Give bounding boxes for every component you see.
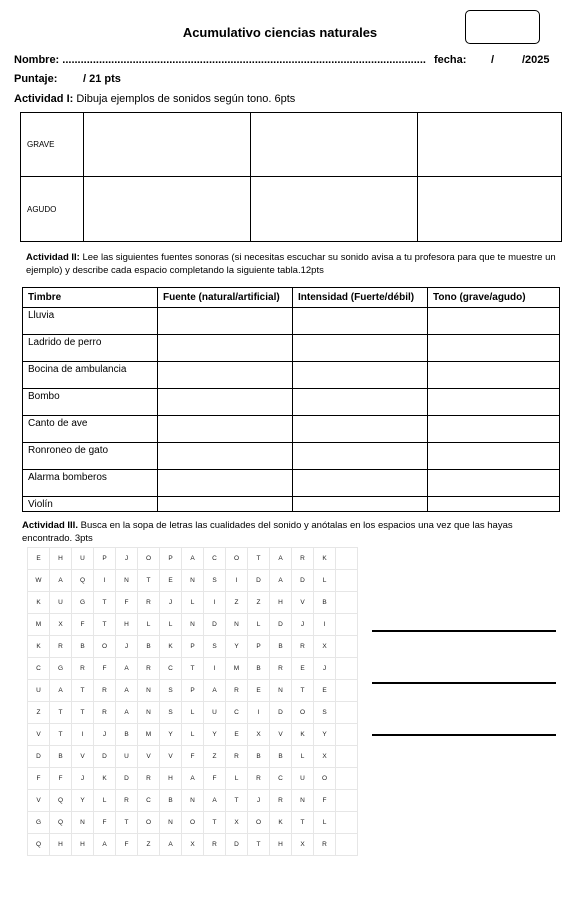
letter-cell[interactable]: V bbox=[28, 790, 50, 812]
answer-cell bbox=[158, 362, 293, 389]
letter-cell bbox=[336, 680, 358, 702]
letter-cell[interactable]: H bbox=[270, 592, 292, 614]
letter-cell[interactable]: C bbox=[204, 548, 226, 570]
letter-cell[interactable]: T bbox=[182, 658, 204, 680]
letter-cell[interactable]: O bbox=[226, 548, 248, 570]
letter-cell[interactable]: F bbox=[94, 658, 116, 680]
letter-cell[interactable]: I bbox=[204, 658, 226, 680]
letter-cell[interactable]: D bbox=[270, 702, 292, 724]
drawing-cell bbox=[418, 113, 562, 177]
letter-cell[interactable]: Q bbox=[28, 834, 50, 856]
letter-cell[interactable]: R bbox=[94, 680, 116, 702]
letter-cell[interactable]: X bbox=[248, 724, 270, 746]
timbre-cell: Bombo bbox=[23, 389, 158, 416]
letter-cell[interactable]: R bbox=[292, 548, 314, 570]
letter-cell[interactable]: P bbox=[160, 548, 182, 570]
letter-cell[interactable]: O bbox=[94, 636, 116, 658]
letter-cell[interactable]: R bbox=[204, 834, 226, 856]
letter-cell[interactable]: K bbox=[160, 636, 182, 658]
answer-line[interactable] bbox=[372, 630, 556, 632]
timbre-cell: Violín bbox=[23, 497, 158, 512]
letter-cell[interactable]: N bbox=[116, 570, 138, 592]
letter-cell[interactable]: T bbox=[204, 812, 226, 834]
letter-cell bbox=[336, 592, 358, 614]
activity2-instructions bbox=[26, 251, 556, 277]
letter-cell[interactable]: J bbox=[116, 548, 138, 570]
letter-cell[interactable]: L bbox=[226, 768, 248, 790]
letter-cell[interactable]: D bbox=[270, 614, 292, 636]
activity1-text: Dibuja ejemplos de sonidos según tono. 6pts bbox=[73, 93, 296, 105]
drawing-cell bbox=[418, 177, 562, 242]
letter-cell[interactable]: Y bbox=[314, 724, 336, 746]
letter-cell bbox=[336, 746, 358, 768]
letter-cell[interactable]: L bbox=[160, 614, 182, 636]
letter-cell[interactable]: L bbox=[314, 812, 336, 834]
column-header: Tono (grave/agudo) bbox=[428, 288, 560, 308]
timbre-cell: Canto de ave bbox=[23, 416, 158, 443]
name-line: Nombre: ....................................................................................................................... bbox=[14, 54, 426, 66]
date-slash: / bbox=[491, 54, 495, 66]
letter-cell[interactable]: A bbox=[94, 834, 116, 856]
letter-cell[interactable]: R bbox=[226, 680, 248, 702]
letter-cell[interactable]: K bbox=[28, 592, 50, 614]
activity1-row-label: AGUDO bbox=[21, 177, 84, 242]
letter-cell[interactable]: J bbox=[292, 614, 314, 636]
letter-cell[interactable]: Z bbox=[28, 702, 50, 724]
date-label: fecha: bbox=[434, 54, 467, 66]
letter-cell bbox=[336, 702, 358, 724]
letter-cell[interactable]: A bbox=[160, 834, 182, 856]
column-header: Intensidad (Fuerte/débil) bbox=[293, 288, 428, 308]
letter-cell[interactable]: R bbox=[94, 702, 116, 724]
letter-cell[interactable]: J bbox=[116, 636, 138, 658]
letter-cell[interactable]: I bbox=[94, 570, 116, 592]
letter-cell[interactable]: W bbox=[28, 570, 50, 592]
letter-cell[interactable]: L bbox=[182, 724, 204, 746]
letter-cell[interactable]: M bbox=[28, 614, 50, 636]
letter-cell[interactable]: M bbox=[226, 658, 248, 680]
activity1-instructions bbox=[14, 93, 295, 105]
letter-cell[interactable]: N bbox=[138, 680, 160, 702]
letter-cell[interactable]: N bbox=[182, 570, 204, 592]
letter-cell[interactable]: F bbox=[116, 592, 138, 614]
letter-cell[interactable]: X bbox=[226, 812, 248, 834]
letter-cell[interactable]: D bbox=[248, 570, 270, 592]
letter-cell[interactable]: G bbox=[28, 812, 50, 834]
letter-cell[interactable]: U bbox=[292, 768, 314, 790]
letter-cell[interactable]: B bbox=[50, 746, 72, 768]
activity1-row-label: GRAVE bbox=[21, 113, 84, 177]
letter-cell[interactable]: V bbox=[72, 746, 94, 768]
letter-cell[interactable]: K bbox=[28, 636, 50, 658]
letter-cell[interactable]: K bbox=[94, 768, 116, 790]
letter-cell[interactable]: G bbox=[50, 658, 72, 680]
letter-cell[interactable]: C bbox=[270, 768, 292, 790]
letter-cell[interactable]: V bbox=[28, 724, 50, 746]
letter-cell bbox=[336, 614, 358, 636]
letter-cell[interactable]: T bbox=[292, 812, 314, 834]
activity3-text: Busca en la sopa de letras las cualidades del sonido y anótalas en los espacios una vez que las hayas encontrado. 3pts bbox=[22, 520, 513, 544]
answer-cell bbox=[158, 470, 293, 497]
letter-cell[interactable]: K bbox=[314, 548, 336, 570]
activity1-label: Actividad I: bbox=[14, 93, 74, 105]
letter-cell[interactable]: N bbox=[270, 680, 292, 702]
letter-cell[interactable]: F bbox=[182, 746, 204, 768]
letter-cell[interactable]: Q bbox=[50, 812, 72, 834]
grade-box bbox=[465, 10, 540, 44]
letter-cell[interactable]: A bbox=[204, 680, 226, 702]
letter-cell[interactable]: A bbox=[182, 548, 204, 570]
letter-cell[interactable]: N bbox=[226, 614, 248, 636]
answer-cell bbox=[158, 416, 293, 443]
letter-cell[interactable]: X bbox=[182, 834, 204, 856]
activity2-label: Actividad II: bbox=[26, 252, 80, 263]
drawing-cell bbox=[84, 113, 251, 177]
letter-cell[interactable]: F bbox=[314, 790, 336, 812]
letter-cell[interactable]: O bbox=[182, 812, 204, 834]
answer-cell bbox=[428, 308, 560, 335]
letter-cell[interactable]: U bbox=[116, 746, 138, 768]
letter-cell[interactable]: U bbox=[50, 592, 72, 614]
letter-cell[interactable]: Y bbox=[72, 790, 94, 812]
activity2-table bbox=[22, 287, 560, 512]
drawing-cell bbox=[251, 113, 418, 177]
answer-line[interactable] bbox=[372, 682, 556, 684]
letter-cell bbox=[336, 658, 358, 680]
letter-cell[interactable]: R bbox=[138, 658, 160, 680]
letter-cell[interactable]: O bbox=[248, 812, 270, 834]
letter-cell[interactable]: U bbox=[28, 680, 50, 702]
letter-cell[interactable]: N bbox=[292, 790, 314, 812]
letter-cell[interactable]: D bbox=[116, 768, 138, 790]
letter-cell[interactable]: Q bbox=[72, 570, 94, 592]
letter-cell[interactable]: X bbox=[314, 636, 336, 658]
letter-cell[interactable]: O bbox=[292, 702, 314, 724]
letter-cell[interactable]: B bbox=[160, 790, 182, 812]
letter-cell[interactable]: N bbox=[138, 702, 160, 724]
letter-cell[interactable]: J bbox=[314, 658, 336, 680]
letter-cell[interactable]: L bbox=[94, 790, 116, 812]
letter-cell[interactable]: T bbox=[248, 834, 270, 856]
letter-cell[interactable]: T bbox=[248, 548, 270, 570]
letter-cell[interactable]: F bbox=[204, 768, 226, 790]
score-value: / 21 pts bbox=[83, 73, 121, 85]
letter-cell[interactable]: D bbox=[204, 614, 226, 636]
letter-cell[interactable]: O bbox=[138, 548, 160, 570]
letter-cell[interactable]: L bbox=[292, 746, 314, 768]
answer-line[interactable] bbox=[372, 734, 556, 736]
letter-cell[interactable]: K bbox=[292, 724, 314, 746]
activity1-table bbox=[20, 112, 562, 242]
letter-cell[interactable]: A bbox=[182, 768, 204, 790]
letter-cell[interactable]: V bbox=[138, 746, 160, 768]
letter-cell[interactable]: X bbox=[314, 746, 336, 768]
letter-cell bbox=[336, 724, 358, 746]
letter-cell[interactable]: R bbox=[292, 636, 314, 658]
letter-cell[interactable]: T bbox=[226, 790, 248, 812]
letter-cell[interactable]: S bbox=[204, 570, 226, 592]
letter-cell[interactable]: E bbox=[226, 724, 248, 746]
answer-cell bbox=[428, 416, 560, 443]
letter-cell[interactable]: T bbox=[50, 724, 72, 746]
answer-cell bbox=[428, 389, 560, 416]
letter-cell[interactable]: B bbox=[72, 636, 94, 658]
letter-cell[interactable]: A bbox=[116, 702, 138, 724]
letter-cell[interactable]: H bbox=[116, 614, 138, 636]
letter-cell[interactable]: O bbox=[314, 768, 336, 790]
letter-cell[interactable]: A bbox=[50, 570, 72, 592]
letter-cell[interactable]: J bbox=[248, 790, 270, 812]
letter-cell bbox=[336, 768, 358, 790]
letter-cell[interactable]: F bbox=[116, 834, 138, 856]
letter-cell[interactable]: V bbox=[292, 592, 314, 614]
letter-cell[interactable]: F bbox=[28, 768, 50, 790]
answer-cell bbox=[293, 443, 428, 470]
letter-cell[interactable]: R bbox=[226, 746, 248, 768]
letter-cell[interactable]: T bbox=[138, 570, 160, 592]
answer-cell bbox=[293, 416, 428, 443]
letter-cell[interactable]: P bbox=[248, 636, 270, 658]
drawing-cell bbox=[84, 177, 251, 242]
answer-cell bbox=[293, 362, 428, 389]
letter-cell[interactable]: F bbox=[94, 812, 116, 834]
letter-cell[interactable]: I bbox=[248, 702, 270, 724]
letter-cell[interactable]: B bbox=[248, 658, 270, 680]
letter-cell[interactable]: V bbox=[160, 746, 182, 768]
letter-cell[interactable]: R bbox=[138, 592, 160, 614]
letter-cell[interactable]: B bbox=[314, 592, 336, 614]
letter-cell[interactable]: B bbox=[270, 636, 292, 658]
letter-cell[interactable]: T bbox=[72, 680, 94, 702]
activity3-instructions bbox=[22, 519, 542, 545]
letter-cell[interactable]: Y bbox=[160, 724, 182, 746]
letter-cell[interactable]: R bbox=[116, 790, 138, 812]
letter-cell[interactable]: H bbox=[160, 768, 182, 790]
answer-cell bbox=[428, 497, 560, 512]
letter-cell bbox=[336, 636, 358, 658]
letter-cell[interactable]: T bbox=[94, 614, 116, 636]
date-year: /2025 bbox=[522, 54, 550, 66]
letter-cell[interactable]: S bbox=[160, 702, 182, 724]
answer-cell bbox=[293, 389, 428, 416]
letter-cell[interactable]: I bbox=[226, 570, 248, 592]
letter-cell[interactable]: R bbox=[270, 658, 292, 680]
letter-cell[interactable]: B bbox=[116, 724, 138, 746]
letter-cell[interactable]: D bbox=[226, 834, 248, 856]
letter-cell bbox=[336, 548, 358, 570]
letter-cell[interactable]: L bbox=[182, 592, 204, 614]
letter-cell[interactable]: S bbox=[204, 636, 226, 658]
letter-cell[interactable]: J bbox=[94, 724, 116, 746]
answer-cell bbox=[428, 335, 560, 362]
letter-cell[interactable]: L bbox=[248, 614, 270, 636]
letter-cell[interactable]: A bbox=[270, 548, 292, 570]
letter-cell[interactable]: G bbox=[72, 592, 94, 614]
letter-cell[interactable]: A bbox=[116, 680, 138, 702]
letter-cell[interactable]: B bbox=[270, 746, 292, 768]
letter-cell[interactable]: T bbox=[116, 812, 138, 834]
letter-cell[interactable]: C bbox=[160, 658, 182, 680]
letter-cell[interactable]: L bbox=[314, 570, 336, 592]
letter-cell[interactable]: I bbox=[204, 592, 226, 614]
letter-cell[interactable]: Z bbox=[248, 592, 270, 614]
letter-cell[interactable]: N bbox=[160, 812, 182, 834]
answer-cell bbox=[293, 497, 428, 512]
letter-cell[interactable]: A bbox=[270, 570, 292, 592]
letter-cell[interactable]: I bbox=[72, 724, 94, 746]
letter-cell[interactable]: U bbox=[204, 702, 226, 724]
timbre-cell: Ronroneo de gato bbox=[23, 443, 158, 470]
letter-cell[interactable]: Z bbox=[138, 834, 160, 856]
letter-cell[interactable]: V bbox=[270, 724, 292, 746]
letter-cell[interactable]: O bbox=[138, 812, 160, 834]
letter-cell[interactable]: P bbox=[182, 636, 204, 658]
letter-cell[interactable]: L bbox=[182, 702, 204, 724]
answer-cell bbox=[428, 470, 560, 497]
score-label: Puntaje: bbox=[14, 73, 58, 85]
letter-cell[interactable]: H bbox=[50, 834, 72, 856]
letter-cell[interactable]: T bbox=[50, 702, 72, 724]
timbre-cell: Alarma bomberos bbox=[23, 470, 158, 497]
letter-cell[interactable]: A bbox=[116, 658, 138, 680]
letter-cell[interactable]: C bbox=[138, 790, 160, 812]
letter-cell[interactable]: X bbox=[50, 614, 72, 636]
letter-cell[interactable]: Y bbox=[204, 724, 226, 746]
letter-cell[interactable]: R bbox=[138, 768, 160, 790]
drawing-cell bbox=[251, 177, 418, 242]
letter-cell[interactable]: X bbox=[292, 834, 314, 856]
letter-cell[interactable]: E bbox=[160, 570, 182, 592]
timbre-cell: Ladrido de perro bbox=[23, 335, 158, 362]
letter-cell bbox=[336, 812, 358, 834]
letter-cell[interactable]: U bbox=[72, 548, 94, 570]
letter-cell[interactable]: R bbox=[72, 658, 94, 680]
letter-cell[interactable]: R bbox=[50, 636, 72, 658]
letter-cell[interactable]: L bbox=[138, 614, 160, 636]
letter-cell[interactable]: A bbox=[204, 790, 226, 812]
letter-cell[interactable]: N bbox=[182, 790, 204, 812]
letter-cell[interactable]: E bbox=[248, 680, 270, 702]
letter-cell[interactable]: N bbox=[72, 812, 94, 834]
letter-cell bbox=[336, 570, 358, 592]
answer-cell bbox=[158, 443, 293, 470]
letter-cell[interactable]: K bbox=[270, 812, 292, 834]
letter-cell[interactable]: M bbox=[138, 724, 160, 746]
letter-cell[interactable]: J bbox=[72, 768, 94, 790]
column-header: Fuente (natural/artificial) bbox=[158, 288, 293, 308]
letter-cell[interactable]: E bbox=[292, 658, 314, 680]
letter-cell[interactable]: T bbox=[72, 702, 94, 724]
letter-cell[interactable]: C bbox=[28, 658, 50, 680]
column-header: Timbre bbox=[23, 288, 158, 308]
word-search-grid bbox=[27, 547, 358, 856]
letter-cell[interactable]: S bbox=[314, 702, 336, 724]
activity3-label: Actividad III. bbox=[22, 520, 78, 531]
answer-cell bbox=[158, 389, 293, 416]
letter-cell[interactable]: H bbox=[72, 834, 94, 856]
letter-cell[interactable]: P bbox=[94, 548, 116, 570]
letter-cell[interactable]: Q bbox=[50, 790, 72, 812]
letter-cell[interactable]: T bbox=[94, 592, 116, 614]
timbre-cell: Bocina de ambulancia bbox=[23, 362, 158, 389]
letter-cell[interactable]: Z bbox=[204, 746, 226, 768]
letter-cell[interactable]: F bbox=[72, 614, 94, 636]
answer-cell bbox=[158, 308, 293, 335]
activity2-text: Lee las siguientes fuentes sonoras (si necesitas escuchar su sonido avisa a tu profesora para que te muestre un ejemplo) y describe cada espacio completando la siguiente tabla.12pts bbox=[26, 252, 556, 276]
answer-cell bbox=[293, 308, 428, 335]
page-title: Acumulativo ciencias naturales bbox=[182, 25, 378, 40]
letter-cell[interactable]: Z bbox=[226, 592, 248, 614]
answer-cell bbox=[293, 470, 428, 497]
letter-cell[interactable]: R bbox=[314, 834, 336, 856]
letter-cell[interactable]: C bbox=[226, 702, 248, 724]
letter-cell bbox=[336, 790, 358, 812]
letter-cell[interactable]: D bbox=[94, 746, 116, 768]
answer-cell bbox=[293, 335, 428, 362]
letter-cell[interactable]: B bbox=[248, 746, 270, 768]
letter-cell bbox=[336, 834, 358, 856]
letter-cell[interactable]: J bbox=[160, 592, 182, 614]
letter-cell[interactable]: A bbox=[50, 680, 72, 702]
letter-cell[interactable]: Y bbox=[226, 636, 248, 658]
answer-cell bbox=[158, 335, 293, 362]
letter-cell[interactable]: R bbox=[248, 768, 270, 790]
letter-cell[interactable]: T bbox=[292, 680, 314, 702]
letter-cell[interactable]: N bbox=[182, 614, 204, 636]
letter-cell[interactable]: F bbox=[50, 768, 72, 790]
letter-cell[interactable]: E bbox=[28, 548, 50, 570]
letter-cell[interactable]: I bbox=[314, 614, 336, 636]
answer-cell bbox=[158, 497, 293, 512]
letter-cell[interactable]: E bbox=[314, 680, 336, 702]
letter-cell[interactable]: R bbox=[270, 790, 292, 812]
timbre-cell: Lluvia bbox=[23, 308, 158, 335]
letter-cell[interactable]: S bbox=[160, 680, 182, 702]
answer-cell bbox=[428, 443, 560, 470]
letter-cell[interactable]: B bbox=[138, 636, 160, 658]
letter-cell[interactable]: D bbox=[28, 746, 50, 768]
letter-cell[interactable]: H bbox=[270, 834, 292, 856]
letter-cell[interactable]: H bbox=[50, 548, 72, 570]
answer-cell bbox=[428, 362, 560, 389]
letter-cell[interactable]: D bbox=[292, 570, 314, 592]
letter-cell[interactable]: P bbox=[182, 680, 204, 702]
